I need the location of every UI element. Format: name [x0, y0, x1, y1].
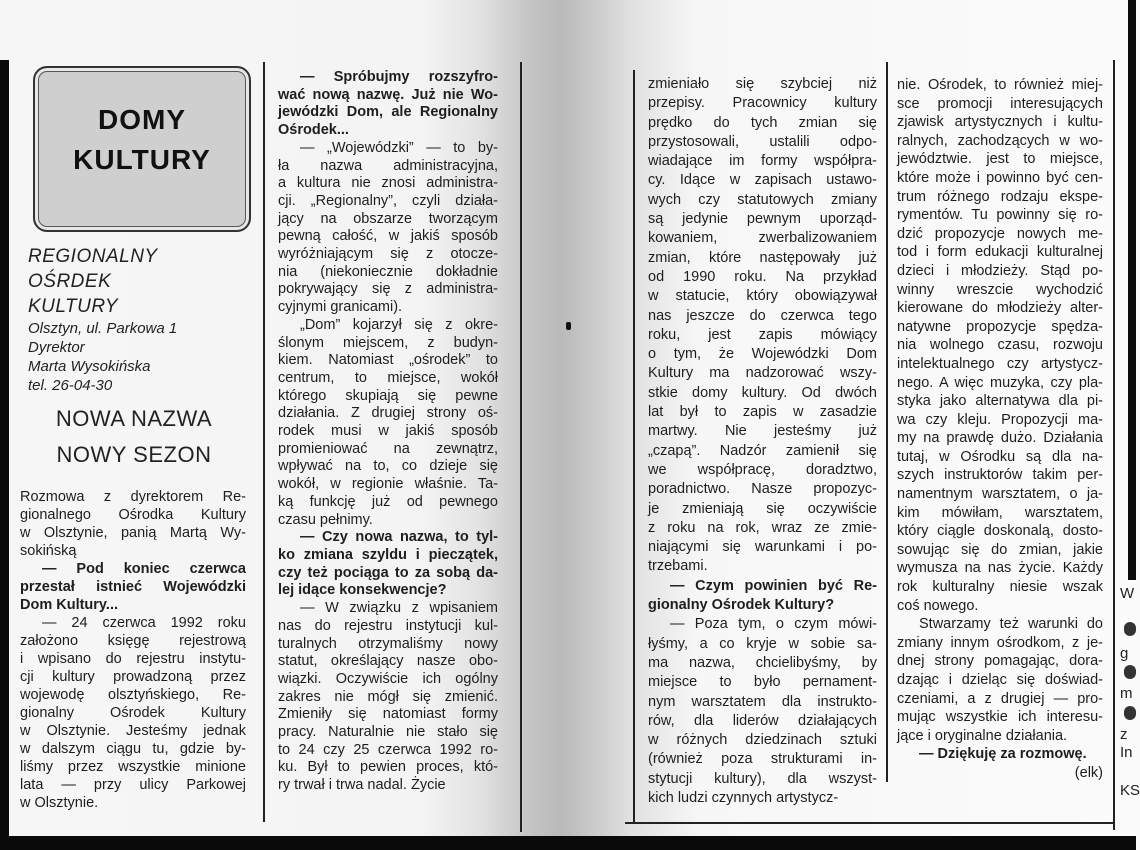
text-line: coś nowego. [897, 597, 979, 614]
text-line: wpływać na to, co dzieje się [278, 458, 498, 475]
edge-fragment: In [1120, 744, 1133, 761]
text-line: nas jeszcze do czerwca tego [648, 307, 877, 324]
text-line: nego. A więc muzyka, czy pla- [897, 374, 1103, 391]
column-rule [520, 62, 522, 832]
text-line: ką funkcję już od pewnego [278, 493, 498, 510]
edge-fragment: z [1120, 726, 1128, 743]
edge-fragment: m [1120, 685, 1133, 702]
bullet-icon [1124, 706, 1136, 720]
article-column-1 [20, 488, 246, 812]
text-line: wojewodę olsztyńskiego, Re- [20, 687, 246, 703]
text-line: nas do rejestru instytucji kul- [278, 617, 498, 634]
interview-question-line: ko zmiana szyldu i pieczątek, [278, 546, 498, 563]
interview-question-line: jewódzki Dom, ale Regionalny [278, 104, 498, 121]
text-line: w Olsztynie, panią Martą Wy- [20, 525, 246, 541]
text-line: cji. „Regionalny”, czyli działa- [278, 192, 498, 209]
text-line: promieniować na zewnątrz, [278, 440, 498, 457]
text-line: gionalnego Ośrodka Kultury [20, 507, 246, 523]
text-line: wych czy statutowych zmiany [648, 191, 877, 208]
text-line: w Olsztynie. Jesteśmy jednak [20, 723, 246, 739]
edge-fragment: g [1120, 645, 1129, 662]
bullet-icon [1124, 665, 1136, 679]
column-rule [886, 62, 888, 782]
page-mark [566, 322, 571, 330]
text-line: nia (niekoniecznie dokładnie [278, 263, 498, 280]
text-line: zakres nie mógł się zmienić. [278, 688, 498, 705]
text-line: — 24 czerwca 1992 roku [42, 615, 246, 631]
text-line: zmieniało się szybciej niż [648, 76, 877, 92]
interview-question-line: lej idące konsekwencje? [278, 582, 447, 599]
text-line: od 1990 roku. Na przykład [648, 268, 877, 285]
text-line: są jedynie pewnym uporząd- [648, 211, 877, 228]
text-line: nym warsztatem dla instrukto- [648, 693, 877, 710]
text-line: (również poza strukturami in- [648, 751, 877, 768]
text-line: szych instruktorów takim per- [897, 467, 1103, 484]
text-line: mując wszystkie ich interesu- [897, 709, 1103, 726]
text-line: rodek musi w jakiś sposób [278, 423, 498, 440]
text-line: cy. Idące w zapisach ustawo- [648, 172, 877, 189]
headline-line2: NOWY SEZON [56, 442, 212, 467]
text-line: ślonym miejscem, z budyn- [278, 334, 498, 351]
text-line: działania. Z drugiej strony oś- [278, 405, 498, 422]
interview-question-line: — Pod koniec czerwca [42, 561, 246, 577]
interview-question-line: wać nową nazwę. Już nie Wo- [278, 86, 498, 103]
column-rule [1113, 60, 1115, 830]
text-line: intelektualnego czy artystycz- [897, 355, 1103, 372]
text-line: pokrywający się z administra- [278, 281, 498, 298]
text-line: Stwarzamy też warunki do [919, 616, 1103, 633]
text-line: a kultura nie znosi administra- [278, 175, 498, 192]
text-line: rów, dla liderów działających [648, 712, 877, 729]
text-line: w dalszym ciągu tu, gdzie by- [20, 741, 246, 757]
institution-name-line: REGIONALNY [28, 246, 158, 267]
text-line: które może i powinno być cen- [897, 169, 1103, 186]
text-line: poradnictwo. Nasze propozyc- [648, 481, 877, 498]
text-line: cyjnymi granicami). [278, 299, 403, 316]
text-line: martwy. Nie jesteśmy już [648, 423, 877, 440]
text-line: lat był to zapis w zasadzie [648, 404, 877, 421]
text-line: ralnych, zachodzących w wo- [897, 132, 1103, 149]
text-line: dnej strony pomagając, dora- [897, 653, 1103, 670]
text-line: roku, jest zapis mówiący [648, 326, 877, 343]
institution-name-line: KULTURY [28, 296, 119, 317]
scan-border-right [1128, 0, 1136, 580]
text-line: pewną całość, w jakiś sposób [278, 228, 498, 245]
text-line: statut, określający nasze obo- [278, 653, 498, 670]
interview-question-line: przestał istnieć Wojewódzki [20, 579, 246, 595]
text-line: styka jako alternatywa dla pi- [897, 393, 1103, 410]
interview-question-line: czy też pociąga to za sobą da- [278, 564, 498, 581]
text-line: ku. Był to pewien proces, któ- [278, 759, 498, 776]
text-line: założono księgę rejestrową [20, 633, 246, 649]
text-line: — „Wojewódzki” — to by- [300, 139, 498, 156]
text-line: kowaniem, zwerbalizowaniem [648, 230, 877, 247]
institution-info [28, 244, 177, 395]
text-line: w różnych dziedzinach sztuki [648, 732, 877, 749]
text-line: to 24 czy 25 czerwca 1992 ro- [278, 741, 498, 758]
text-line: dzieci i młodzieży. Stąd po- [897, 262, 1103, 279]
text-line: kierowane do młodzieży alter- [897, 300, 1103, 317]
text-line: z roku na rok, wraz ze zmie- [648, 519, 877, 536]
text-line: — Poza tym, o czym mówi- [670, 616, 877, 633]
text-line: dzając i dzieląc się doświad- [897, 672, 1103, 688]
text-line: czasu pełnimy. [278, 511, 373, 528]
text-line: turalnych otrzymaliśmy nowy [278, 635, 498, 652]
institution-role: Dyrektor [28, 339, 85, 356]
text-line: natywne propozycje spędza- [897, 318, 1103, 335]
text-line: zmiany innym ośrodkom, z je- [897, 634, 1103, 651]
interview-question-line: — Czy nowa nazwa, to tyl- [300, 529, 498, 546]
section-title-box [33, 66, 251, 232]
scan-border-bottom [0, 836, 1136, 850]
text-line: wyróżniającym się z otocze- [278, 246, 498, 263]
institution-address: Olsztyn, ul. Parkowa 1 [28, 320, 178, 337]
interview-question-line: — Dziękuję za rozmowę. [919, 746, 1087, 763]
article-column-4 [897, 76, 1103, 783]
edge-fragment: KS [1120, 782, 1140, 799]
text-line: lata — przy ulicy Parkowej [20, 777, 246, 793]
text-line: przystosowali, ustalili odpo- [648, 133, 877, 150]
text-line: ry trwał i trwa nadal. Życie [278, 777, 446, 794]
text-line: nie. Ośrodek, to również miej- [897, 77, 1103, 93]
text-line: rymentów. Tu powinny się ro- [897, 207, 1103, 224]
text-line: trzebami. [648, 558, 708, 575]
interview-question-line: Dom Kultury... [20, 597, 119, 613]
text-line: Kultury ma nadzorować wszy- [648, 365, 877, 382]
edge-fragment: W [1120, 585, 1135, 602]
text-line: Zmieniły się natomiast formy [278, 706, 498, 723]
text-line: je zmieniają się oczywiście [648, 500, 877, 517]
text-line: o tym, że Wojewódzki Dom [648, 346, 877, 363]
interview-question-line: — Czym powinien być Re- [670, 577, 877, 594]
text-line: winny wreszcie wychodzić [897, 281, 1103, 298]
text-line: kim mówiłam, warsztatem, [897, 504, 1103, 521]
headline-line1: NOWA NAZWA [55, 406, 213, 431]
text-line: który ciągle doskonalą, dosto- [897, 523, 1103, 540]
bullet-icon [1124, 622, 1136, 636]
text-line: wa czy kleju. Propozycji ma- [897, 411, 1103, 428]
interview-question-line: — Spróbujmy rozszyfro- [300, 69, 498, 85]
text-line: w statucie, który obowiązywał [648, 288, 877, 305]
text-line: gionalny Ośrodek Kultury [20, 705, 246, 721]
text-line: centrum, to miejsce, wokół [278, 369, 498, 386]
text-line: kich ludzi czynnych artystycz- [648, 789, 839, 806]
text-line: ma nazwa, chcielibyśmy, by [648, 654, 877, 671]
text-line: trum różnego rodzaju ekspe- [897, 188, 1103, 205]
institution-name-line: OŚRDEK [28, 271, 112, 292]
section-title-line2: KULTURY [73, 144, 211, 175]
text-line: ła nazwa administracyjna, [278, 157, 498, 174]
text-line: i wpisano do rejestru instytu- [20, 651, 246, 667]
text-line: stkie domy kultury. Od dwóch [648, 384, 877, 401]
text-line: sce promocji interesujących [897, 95, 1103, 112]
interview-question-line: gionalny Ośrodek Kultury? [648, 597, 835, 614]
text-line: zjawisk artystycznych i kultu- [897, 114, 1103, 131]
text-line: tod i form edukacji kulturalnej [897, 244, 1103, 261]
article-column-2 [278, 69, 498, 795]
article-column-3 [648, 75, 877, 808]
text-line: rok kulturalny niesie wszak [897, 579, 1103, 596]
text-line: „Dom” kojarzył się z okre- [300, 316, 498, 333]
text-line: tutaj, w Ośrodku są dla na- [897, 448, 1103, 465]
text-line: nia wolnego czasu, rozwoju [897, 337, 1103, 354]
text-line: — W związku z wpisaniem [300, 600, 498, 617]
text-line: którego skupiają się pewne [278, 387, 498, 404]
text-line: sokińską [20, 543, 77, 559]
text-line: wymusza na nas życie. Każdy [897, 560, 1103, 577]
text-line: przepisy. Pracownicy kultury [648, 95, 877, 112]
text-line: zmian, które następowały już [648, 249, 877, 266]
institution-phone: tel. 26-04-30 [28, 377, 113, 394]
scan-border-left [0, 60, 9, 850]
author-signature: (elk) [1074, 764, 1103, 781]
section-title-line1: DOMY [98, 104, 186, 135]
text-line: my na prawdę dużo. Działania [897, 430, 1103, 447]
text-line: namentnym warsztatem, o ja- [897, 486, 1103, 503]
text-line: w Olsztynie. [20, 795, 99, 811]
text-line: kiem. Natomiast „ośrodek” to [278, 352, 498, 369]
text-line: niającymi się warunkami i po- [648, 539, 877, 556]
text-line: stytucji kultury), dla wszyst- [648, 770, 877, 787]
text-line: sowując się do zmian, jakie [897, 541, 1103, 558]
text-line: wokół, w regionie właśnie. Ta- [278, 476, 498, 493]
text-line: „czapą”. Nadzór zamienił się [648, 442, 877, 459]
text-line: jący na obszarze tworzącym [278, 210, 498, 227]
text-line: łyśmy, a co kryje w sobie sa- [648, 635, 877, 652]
text-line: prędko do tych zmian się [648, 114, 877, 131]
column-rule [633, 70, 635, 822]
text-line: we współpracę, doradztwo, [648, 461, 877, 478]
text-line: jące i oryginalne działania. [897, 727, 1068, 744]
text-line: liśmy przez wszystkie minione [20, 759, 246, 775]
text-line: wiązki. Oczywiście ich ogólny [278, 670, 498, 687]
text-line: czeniami, a z drugiej — pro- [897, 690, 1103, 707]
column-rule [263, 62, 265, 822]
institution-director: Marta Wysokińska [28, 358, 151, 375]
text-line: jewództwie. jest to miejsce, [897, 151, 1103, 168]
bottom-rule [625, 822, 1115, 824]
text-line: miejsce to było pernament- [648, 674, 877, 691]
text-line: Rozmowa z dyrektorem Re- [20, 489, 246, 505]
text-line: cji kultury prowadzoną przez [20, 669, 246, 685]
interview-question-line: Ośrodek... [278, 122, 349, 139]
text-line: dzić propozycje nowych me- [897, 225, 1103, 242]
text-line: wiadające im formy współpra- [648, 153, 877, 170]
text-line: pracy. Naturalnie nie stało się [278, 724, 498, 741]
